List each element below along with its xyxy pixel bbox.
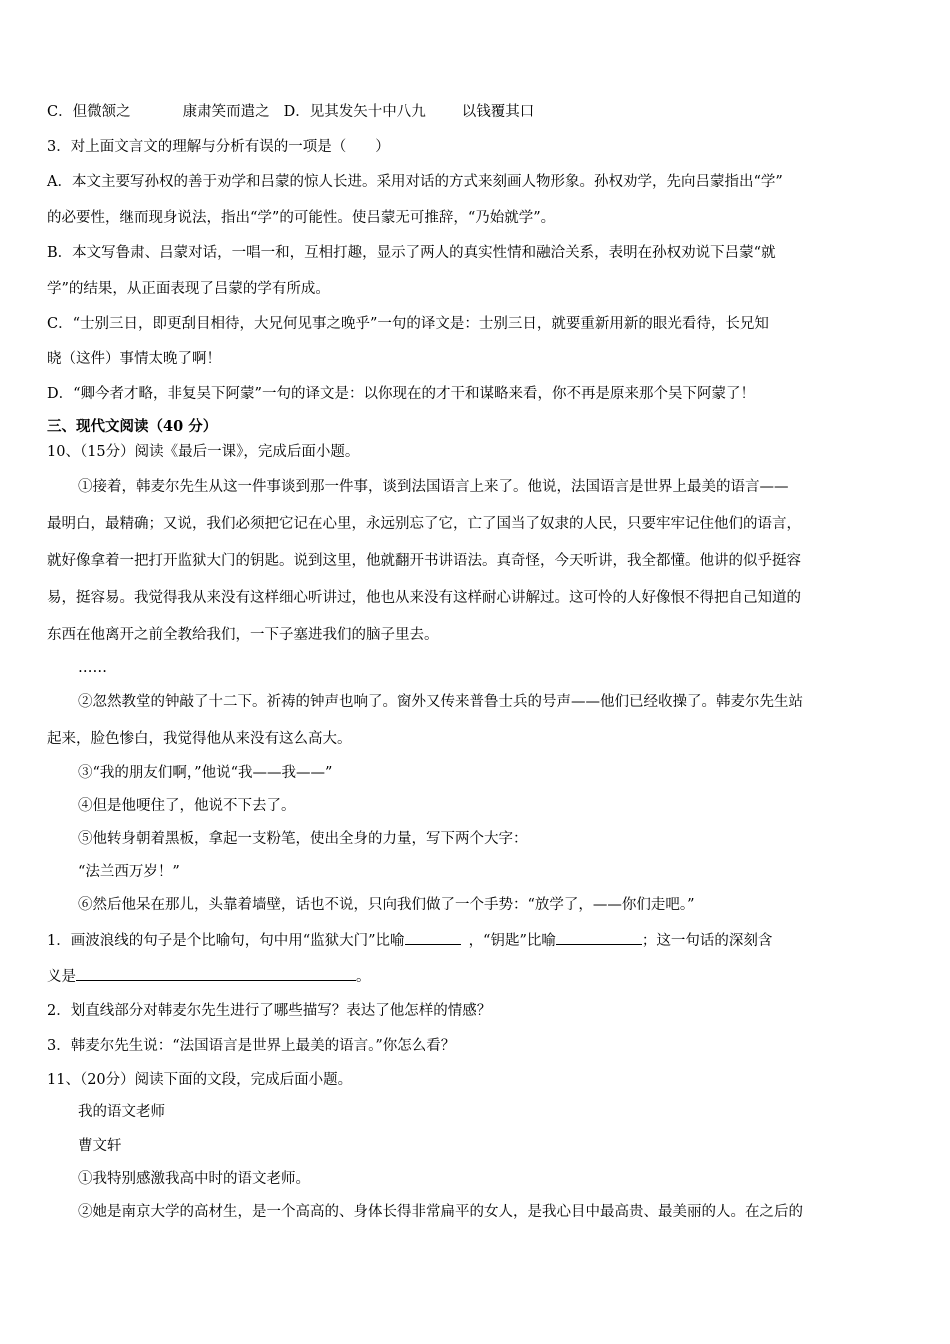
- q10-para6: ⑥然后他呆在那儿，头靠着墙壁，话也不说，只向我们做了一个手势：“放学了，——你们走吧。”: [78, 897, 695, 913]
- q10-sub1-part2: ，“钥匙”比喻: [468, 933, 556, 949]
- q10-para3: ③“我的朋友们啊，”他说“我——我——”: [78, 765, 333, 781]
- q10-para5: ⑤他转身朝着黑板，拿起一支粉笔，使出全身的力量，写下两个大字：: [78, 831, 528, 847]
- q10-para1-line3: 就好像拿着一把打开监狱大门的钥匙。说到这里，他就翻开书讲语法。真奇怪，今天听讲，我全都懂。他讲的似乎挺容: [47, 553, 801, 569]
- option-c-label: C．: [47, 104, 73, 120]
- q10-sub3: 3．韩麦尔先生说：“法国语言是世界上最美的语言。”你怎么看？: [47, 1038, 456, 1054]
- q10-sub1-line2-b: 。: [356, 969, 371, 985]
- answer-blank-1[interactable]: [405, 930, 461, 945]
- q10-para1-line4: 易，挺容易。我觉得我从来没有这样细心听讲过，他也从来没有这样耐心讲解过。这可怜的人好像恨不得把自己知道的: [47, 590, 801, 606]
- q10-para5-quote: “法兰西万岁！”: [78, 864, 180, 880]
- option-c-part1: 但微颔之: [72, 104, 131, 120]
- q3-stem: 3．对上面文言文的理解与分析有误的一项是（ ）: [47, 139, 390, 155]
- q11-passage-author: 曹文轩: [78, 1138, 122, 1154]
- options-line: [47, 102, 534, 122]
- q3-option-a-line1: A．本文主要写孙权的善于劝学和吕蒙的惊人长进。采用对话的方式来刻画人物形象。孙权劝学，先向吕蒙指出“学”: [47, 174, 783, 190]
- q10-sub2: 2．划直线部分对韩麦尔先生进行了哪些描写？表达了他怎样的情感？: [47, 1003, 492, 1019]
- q10-para2-line1: ②忽然教堂的钟敲了十二下。祈祷的钟声也响了。窗外又传来普鲁士兵的号声——他们已经收操了。韩麦尔先生站: [78, 694, 803, 710]
- q3-option-a-line2: 的必要性，继而现身说法，指出“学”的可能性。使吕蒙无可推辞，“乃始就学”。: [47, 210, 556, 226]
- q11-para1: ①我特别感激我高中时的语文老师。: [78, 1171, 310, 1187]
- q10-para1-line1: ①接着，韩麦尔先生从这一件事谈到那一件事，谈到法国语言上来了。他说，法国语言是世界上最美的语言——: [78, 479, 789, 495]
- q3-option-b-line1: B．本文写鲁肃、吕蒙对话，一唱一和，互相打趣，显示了两人的真实性情和融洽关系，表明在孙权劝说下吕蒙“就: [47, 245, 776, 261]
- q10-sub1-part3: ；这一句话的深刻含: [641, 933, 773, 949]
- q10-stem: 10、（15分）阅读《最后一课》，完成后面小题。: [47, 444, 360, 460]
- q11-para2-line1: ②她是南京大学的高材生，是一个高高的、身体长得非常扁平的女人，是我心目中最高贵、最美丽的人。在之后的: [78, 1204, 803, 1220]
- section-3-title: 三、现代文阅读（40 分）: [47, 418, 218, 435]
- q10-ellipsis: ……: [78, 660, 107, 676]
- option-c-part2: 康肃笑而遣之: [182, 104, 270, 120]
- q10-sub1-part1: 1．画波浪线的句子是个比喻句，句中用“监狱大门”比喻: [47, 933, 405, 949]
- option-d-part2: 以钱覆其口: [461, 104, 535, 120]
- q3-option-b-line2: 学”的结果，从正面表现了吕蒙的学有所成。: [47, 281, 330, 297]
- q11-stem: 11、（20分）阅读下面的文段，完成后面小题。: [47, 1072, 353, 1088]
- answer-blank-3[interactable]: [76, 966, 356, 981]
- q3-option-d-line1: D．“卿今者才略，非复吴下阿蒙”一句的译文是：以你现在的才干和谋略来看，你不再是原来那个吴下阿蒙了！: [47, 386, 755, 402]
- q10-para1-line5: 东西在他离开之前全教给我们，一下子塞进我们的脑子里去。: [47, 627, 439, 643]
- q11-passage-title: 我的语文老师: [78, 1104, 165, 1120]
- option-d-label: D．: [283, 104, 310, 120]
- q3-option-c-line1: C．“士别三日，即更刮目相待，大兄何见事之晚乎”一句的译文是：士别三日，就要重新用新的眼光看待，长兄知: [47, 316, 769, 332]
- q3-option-c-line2: 晓（这件）事情太晚了啊！: [47, 351, 221, 367]
- option-d-part1: 见其发矢十中八九: [309, 104, 426, 120]
- q10-sub1-line1: [47, 930, 772, 951]
- q10-sub1-line2-a: 义是: [47, 969, 76, 985]
- q10-para4: ④但是他哽住了，他说不下去了。: [78, 798, 296, 814]
- q10-para2-line2: 起来，脸色惨白，我觉得他从来没有这么高大。: [47, 731, 352, 747]
- q10-para1-line2: 最明白，最精确；又说，我们必须把它记在心里，永远别忘了它，亡了国当了奴隶的人民，只要牢牢记住他们的语言，: [47, 516, 801, 532]
- answer-blank-2[interactable]: [556, 930, 642, 945]
- q10-sub1-line2: [47, 966, 371, 987]
